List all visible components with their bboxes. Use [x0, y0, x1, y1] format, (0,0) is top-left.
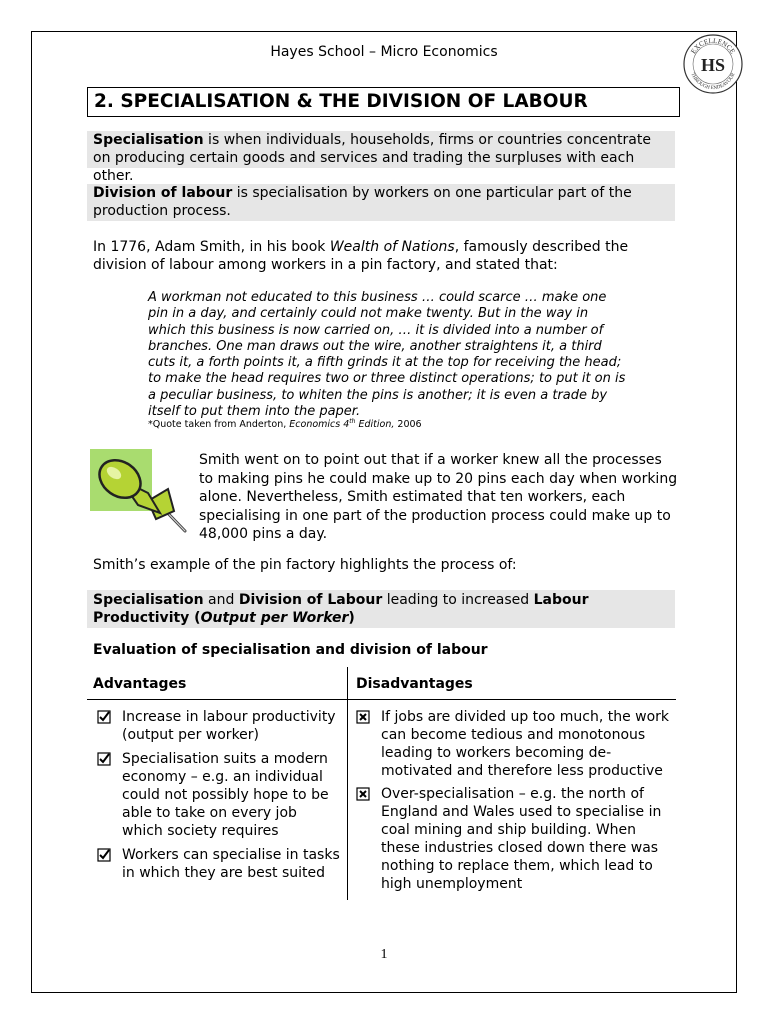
- disadvantage-item: [381, 708, 673, 780]
- advantage-item: [122, 708, 342, 744]
- crest-motto-top: EXCELLENCE: [689, 36, 737, 56]
- term-division-of-labour: Division of labour: [93, 185, 233, 201]
- process-summary: [87, 590, 675, 628]
- crest-motto-bottom: THROUGH ENDEAVOUR: [689, 72, 737, 92]
- process-close-paren: ): [348, 610, 355, 626]
- smith-paragraph: Smith went on to point out that if a worker knew all the processes to making pins he could make up to 20 pins each day when working alone. Nevertheless, Smith estimated that ten workers, each specialising in one part of the production process could make up to 48,000 pins a day.: [199, 452, 678, 542]
- intro-text-after: , famously described the division of labour among workers in a pin factory, and stated that:: [93, 239, 629, 273]
- school-crest-logo: [682, 33, 744, 95]
- quote-source: [148, 418, 422, 430]
- advantage-text: Increase in labour productivity (output per worker): [122, 709, 336, 743]
- process-and: and: [203, 592, 239, 608]
- checked-box-icon: [97, 710, 111, 724]
- disadvantages-header: Disadvantages: [356, 676, 473, 692]
- disadvantage-item: [381, 785, 673, 893]
- source-superscript: th: [349, 418, 356, 425]
- book-title: Wealth of Nations: [329, 239, 455, 255]
- intro-text-before: In 1776, Adam Smith, in his book: [93, 239, 330, 255]
- checked-box-icon: [97, 848, 111, 862]
- section-heading: 2. SPECIALISATION & THE DIVISION OF LABOUR: [87, 87, 680, 117]
- definition-specialisation: [87, 131, 675, 184]
- process-division-of-labour: Division of Labour: [238, 592, 383, 608]
- definition-specialisation-text: is when individuals, households, firms or countries concentrate on producing certain goods and services and trading the surpluses with each other.: [93, 132, 651, 184]
- process-labour-productivity: Labour Productivity (: [93, 592, 589, 626]
- source-edition: Edition,: [355, 419, 395, 431]
- advantage-text: Specialisation suits a modern economy – e.g. an individual could not possibly hope to be able to take on every job which society requires: [122, 751, 329, 839]
- crossed-box-icon: [356, 710, 370, 724]
- adam-smith-quote: A workman not educated to this business … could scarce … make one pin in a day, and certainly could not make twenty. But in the way in which this business is now carried on, … it is divided into a number of branches. One man draws out the wire, another straightens it, a third cuts it, a forth points it, a fifth grinds it at the top for receiving the head; to make the head requires two or three distinct operations; to put it on is a peculiar business, to whiten the pins is another; it is even a trade by itself to put them into the paper.: [148, 290, 626, 420]
- process-specialisation: Specialisation: [93, 592, 204, 608]
- definition-division-text: is specialisation by workers on one particular part of the production process.: [93, 185, 632, 219]
- crest-monogram: HS: [700, 55, 726, 75]
- page-number: 1: [380, 947, 388, 962]
- source-prefix: *Quote taken from Anderton,: [148, 419, 290, 431]
- disadvantage-text: If jobs are divided up too much, the work can become tedious and monotonous leading to workers becoming de-motivated and therefore less productive: [381, 709, 670, 779]
- push-pin-icon: [90, 449, 188, 535]
- advantage-item: [122, 750, 342, 840]
- advantage-item: [122, 846, 342, 882]
- table-header-divider: [87, 699, 676, 700]
- source-year: 2006: [394, 419, 422, 431]
- table-column-divider: [347, 667, 348, 900]
- process-output-per-worker: Output per Worker: [200, 610, 349, 626]
- intro-paragraph: [93, 238, 678, 274]
- source-book: Economics 4: [289, 419, 350, 431]
- crossed-box-icon: [356, 787, 370, 801]
- process-leading-to: leading to increased: [382, 592, 534, 608]
- pin-factory-line: Smith’s example of the pin factory highlights the process of:: [93, 557, 517, 573]
- term-specialisation: Specialisation: [93, 132, 204, 148]
- advantage-text: Workers can specialise in tasks in which they are best suited: [122, 847, 340, 881]
- evaluation-title: Evaluation of specialisation and division of labour: [93, 642, 488, 658]
- advantages-header: Advantages: [93, 676, 187, 692]
- page-header: Hayes School – Micro Economics: [270, 44, 498, 60]
- definition-division-of-labour: [87, 184, 675, 221]
- checked-box-icon: [97, 752, 111, 766]
- disadvantage-text: Over-specialisation – e.g. the north of England and Wales used to specialise in coal mining and ship building. When these industries closed down there was nothing to replace them, which lead to high unemployment: [381, 786, 662, 892]
